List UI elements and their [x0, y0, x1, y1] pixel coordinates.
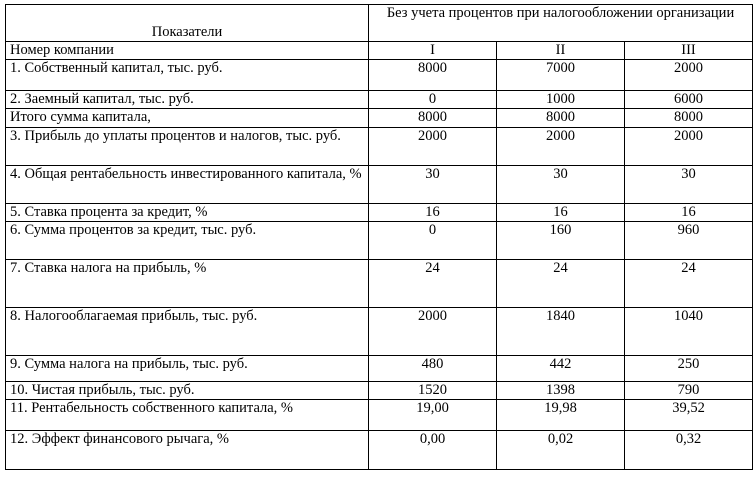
row-label: 10. Чистая прибыль, тыс. руб. — [6, 382, 369, 400]
row-label: 9. Сумма налога на прибыль, тыс. руб. — [6, 356, 369, 382]
row-value: 480 — [369, 356, 497, 382]
indicators-header: Показатели — [6, 5, 369, 42]
row-value: 24 — [625, 260, 753, 308]
row-label: 2. Заемный капитал, тыс. руб. — [6, 91, 369, 109]
row-value: 16 — [497, 204, 625, 222]
row-value: 1398 — [497, 382, 625, 400]
row-value: 8000 — [497, 109, 625, 128]
row-value: 16 — [369, 204, 497, 222]
row-label: Итого сумма капитала, — [6, 109, 369, 128]
row-value: 19,98 — [497, 400, 625, 431]
row-value: 1520 — [369, 382, 497, 400]
row-value: 2000 — [625, 128, 753, 166]
row-value: 0,02 — [497, 431, 625, 470]
row-value: 39,52 — [625, 400, 753, 431]
row-value: 790 — [625, 382, 753, 400]
row-value: 1840 — [497, 308, 625, 356]
financial-leverage-table — [5, 4, 753, 470]
row-value: 2000 — [497, 128, 625, 166]
table-row — [6, 204, 753, 222]
row-value: 16 — [625, 204, 753, 222]
row-value: 1000 — [497, 91, 625, 109]
company-column-header: III — [625, 42, 753, 60]
row-value: 160 — [497, 222, 625, 260]
row-label: 12. Эффект финансового рычага, % — [6, 431, 369, 470]
row-value: 0,00 — [369, 431, 497, 470]
table-row — [6, 222, 753, 260]
table-row — [6, 431, 753, 470]
row-label: 3. Прибыль до уплаты процентов и налогов, тыс. руб. — [6, 128, 369, 166]
row-label: Номер компании — [6, 42, 369, 60]
table-row — [6, 128, 753, 166]
company-column-header: I — [369, 42, 497, 60]
row-value: 8000 — [369, 60, 497, 91]
row-value: 2000 — [369, 128, 497, 166]
row-value: 960 — [625, 222, 753, 260]
row-value: 2000 — [369, 308, 497, 356]
row-label: 6. Сумма процентов за кредит, тыс. руб. — [6, 222, 369, 260]
company-column-header: II — [497, 42, 625, 60]
table-row — [6, 109, 753, 128]
row-value: 8000 — [369, 109, 497, 128]
row-label: 1. Собственный капитал, тыс. руб. — [6, 60, 369, 91]
row-value: 24 — [497, 260, 625, 308]
row-label: 4. Общая рентабельность инвестированного капитала, % — [6, 166, 369, 204]
row-value: 30 — [497, 166, 625, 204]
row-value: 19,00 — [369, 400, 497, 431]
row-value: 8000 — [625, 109, 753, 128]
row-value: 0 — [369, 91, 497, 109]
table-row — [6, 382, 753, 400]
row-value: 0 — [369, 222, 497, 260]
row-value: 0,32 — [625, 431, 753, 470]
company-number-row — [6, 42, 753, 60]
row-value: 250 — [625, 356, 753, 382]
table-row — [6, 260, 753, 308]
row-value: 2000 — [625, 60, 753, 91]
row-label: 11. Рентабельность собственного капитала, % — [6, 400, 369, 431]
row-value: 442 — [497, 356, 625, 382]
row-value: 30 — [625, 166, 753, 204]
table-row — [6, 400, 753, 431]
table-row — [6, 91, 753, 109]
table-row — [6, 356, 753, 382]
group-header: Без учета процентов при налогообложении организации — [369, 5, 753, 42]
row-value: 6000 — [625, 91, 753, 109]
table-row — [6, 60, 753, 91]
table-row — [6, 308, 753, 356]
row-value: 1040 — [625, 308, 753, 356]
row-label: 7. Ставка налога на прибыль, % — [6, 260, 369, 308]
row-value: 30 — [369, 166, 497, 204]
row-value: 7000 — [497, 60, 625, 91]
table-row — [6, 166, 753, 204]
row-label: 8. Налогооблагаемая прибыль, тыс. руб. — [6, 308, 369, 356]
row-value: 24 — [369, 260, 497, 308]
row-label: 5. Ставка процента за кредит, % — [6, 204, 369, 222]
